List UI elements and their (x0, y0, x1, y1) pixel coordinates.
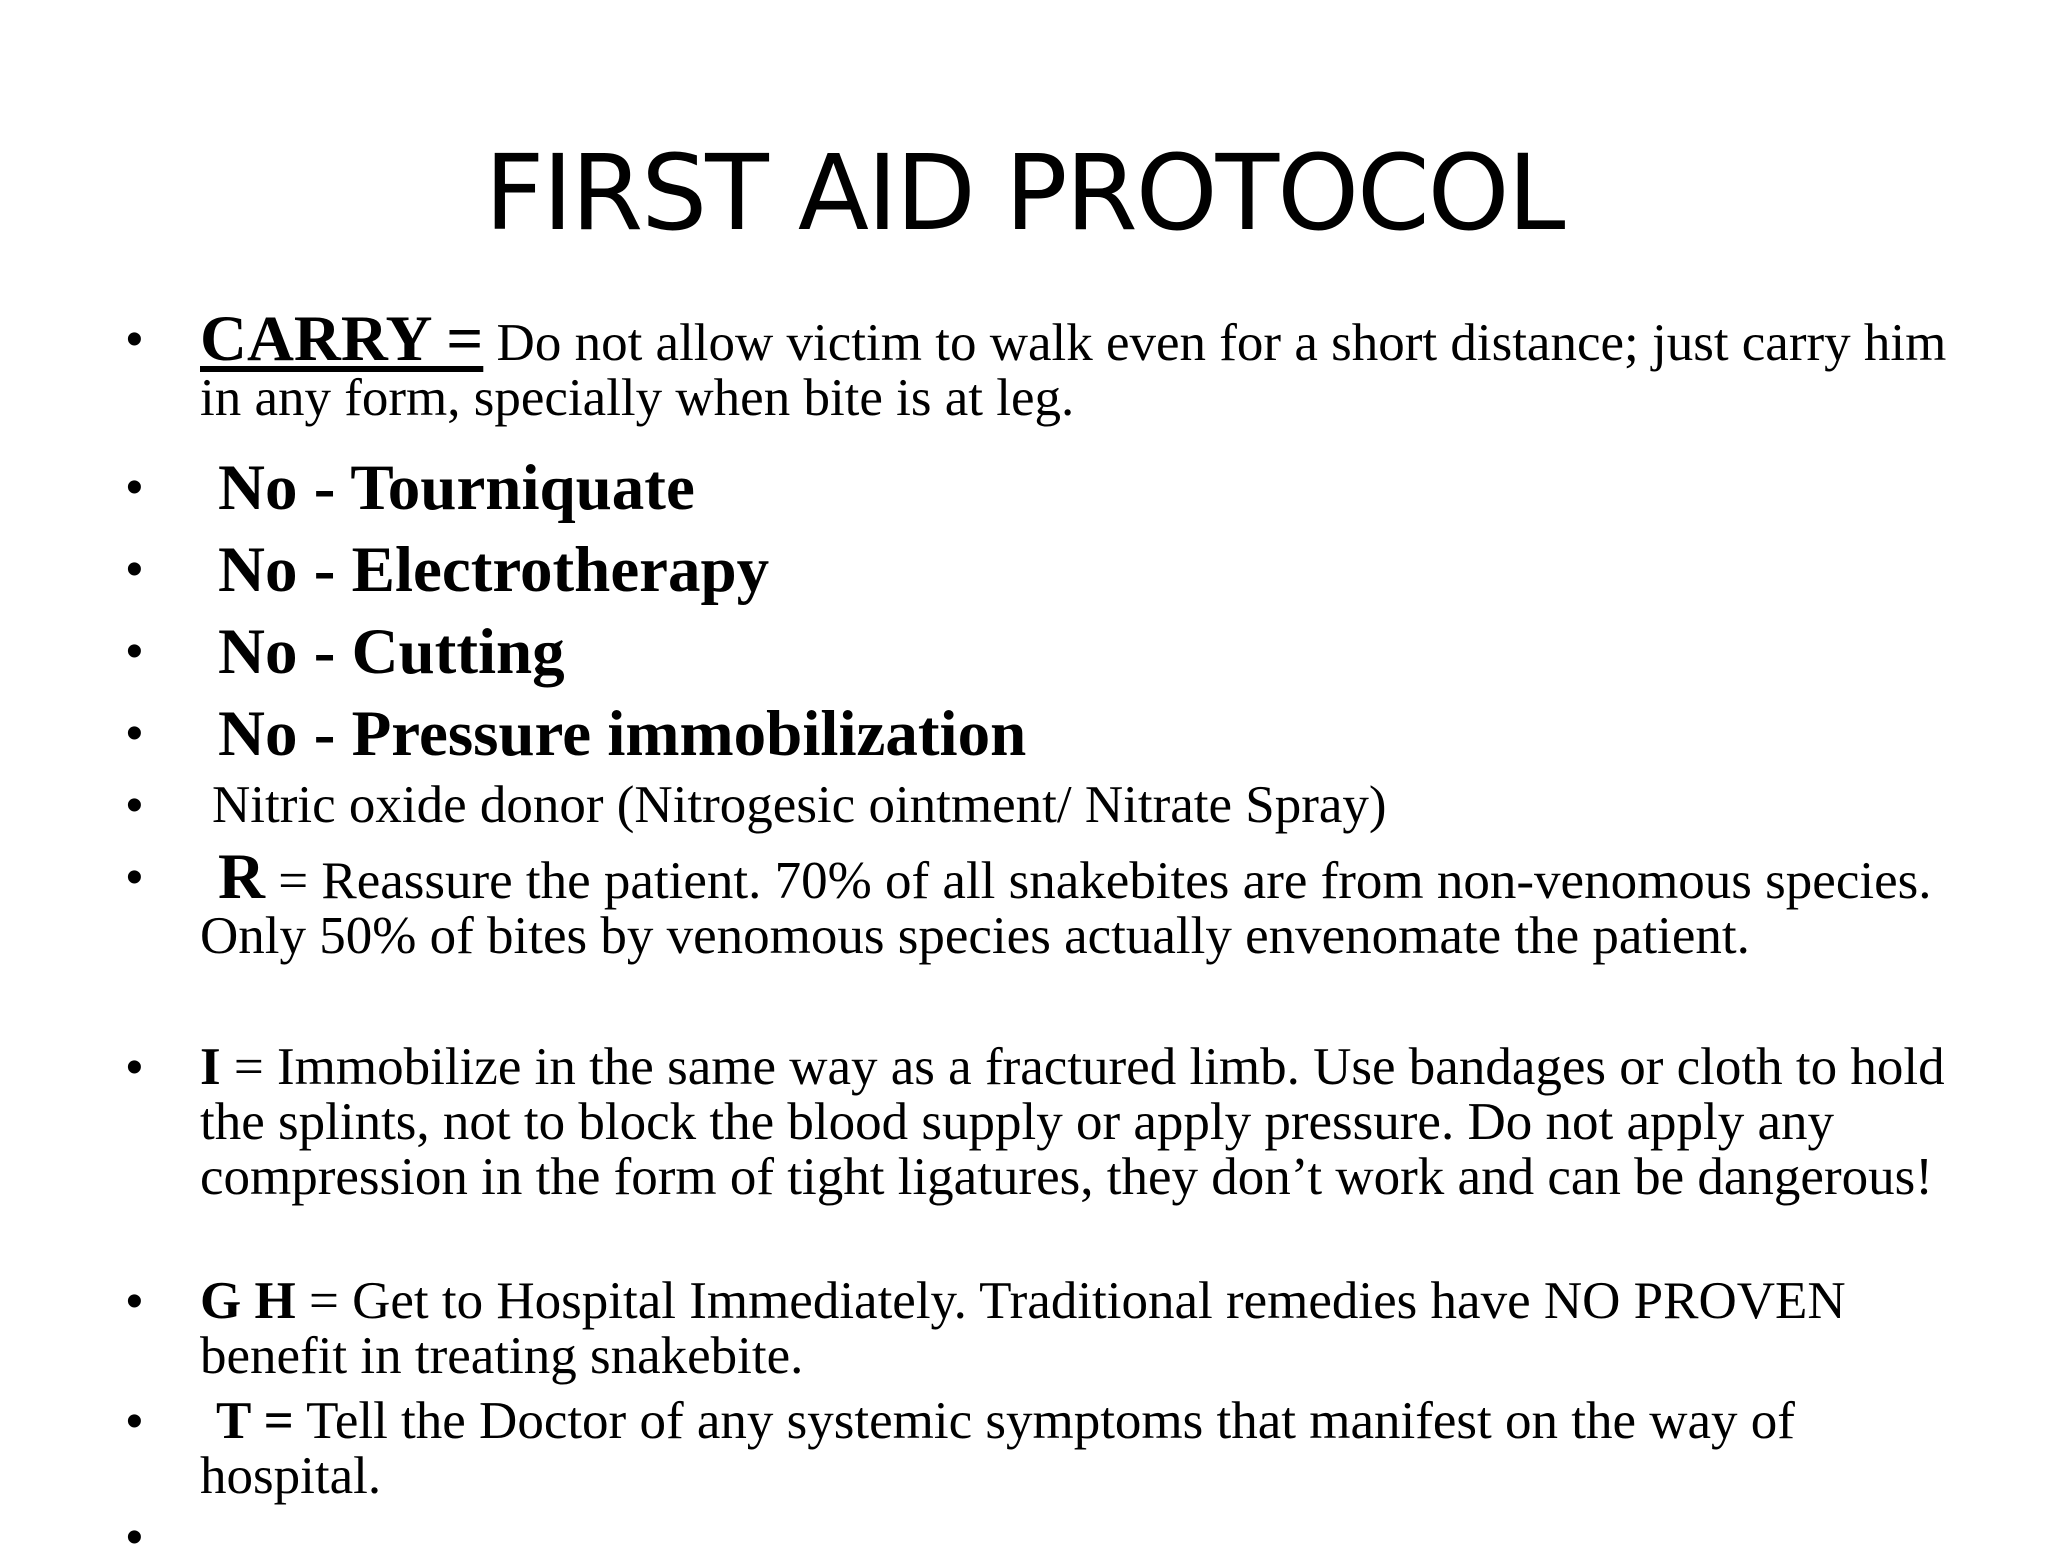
bullet-marker: • (126, 851, 143, 904)
bullet-marker: • (126, 779, 143, 832)
carry-key: CARRY = (200, 303, 484, 375)
list-item-get-to-hospital (126, 1272, 1960, 1385)
list-item-tourniquate (126, 448, 1978, 528)
slide-title: FIRST AID PROTOCOL (484, 132, 1564, 254)
nitric-oxide-text: Nitric oxide donor (Nitrogesic ointment/ Nitrate Spray) (212, 776, 1387, 834)
list-item-carry (126, 303, 1960, 427)
tourniquate-text: No - Tourniquate (218, 452, 695, 524)
pressure-immobilization-text: No - Pressure immobilization (218, 698, 1027, 770)
immobilize-key: I (200, 1038, 221, 1096)
list-item-tell-doctor (126, 1392, 1960, 1505)
get-to-hospital-key: G H (200, 1272, 296, 1330)
bullet-marker: • (126, 1511, 143, 1564)
bullet-marker: • (126, 625, 143, 678)
bullet-marker: • (126, 707, 143, 760)
bullet-marker: • (126, 313, 143, 366)
reassure-text: = Reassure the patient. 70% of all snakebites are from non-venomous species. Only 50% of bites by venomous species actually envenomate the patient. (200, 852, 1932, 965)
reassure-key: R (218, 841, 265, 913)
list-item-nitric-oxide (126, 776, 1972, 834)
immobilize-text: = Immobilize in the same way as a fractured limb. Use bandages or cloth to hold the splints, not to block the blood supply or apply pressure. Do not apply any compression in the form of tight ligatures, they don’t work and can be dangerous! (200, 1038, 1945, 1206)
bullet-marker: • (126, 543, 143, 596)
electrotherapy-text: No - Electrotherapy (218, 534, 770, 606)
list-item-immobilize (126, 1038, 1960, 1206)
list-item-reassure (126, 841, 1960, 965)
cutting-text: No - Cutting (218, 616, 565, 688)
get-to-hospital-text: = Get to Hospital Immediately. Traditional remedies have NO PROVEN benefit in treating snakebite. (200, 1272, 1846, 1385)
tell-doctor-text: Tell the Doctor of any systemic symptoms that manifest on the way of hospital. (200, 1392, 1795, 1505)
list-item-electrotherapy (126, 530, 1978, 610)
bullet-marker: • (126, 1041, 143, 1094)
list-item-cutting (126, 612, 1978, 692)
bullet-marker: • (126, 461, 143, 514)
carry-text: Do not allow victim to walk even for a short distance; just carry him in any form, specially when bite is at leg. (200, 314, 1947, 427)
bullet-marker: • (126, 1275, 143, 1328)
tell-doctor-key: T = (216, 1392, 294, 1450)
bullet-marker: • (126, 1395, 143, 1448)
list-item-pressure-immobilization (126, 694, 1978, 774)
